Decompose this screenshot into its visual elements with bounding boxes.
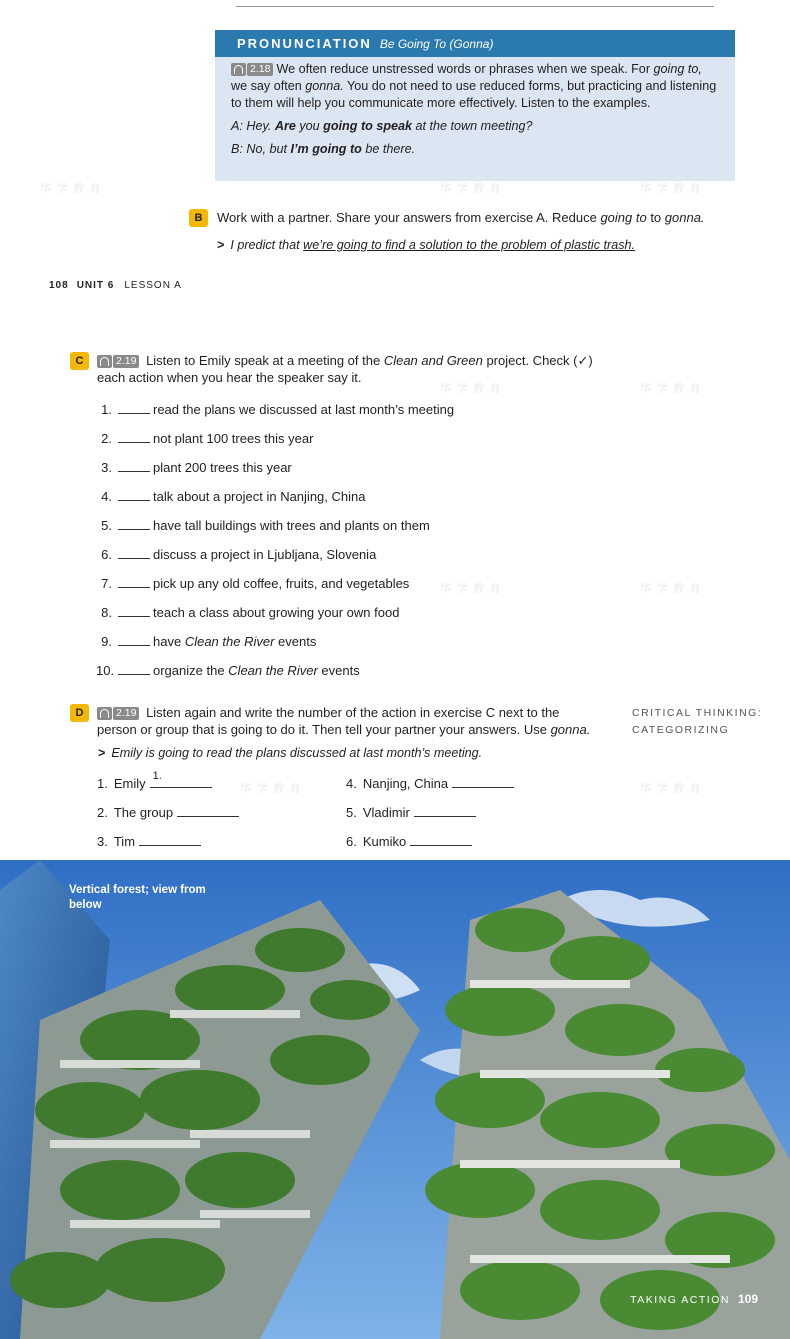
watermark: 华 学 教 育 xyxy=(240,782,302,795)
pronunciation-body xyxy=(215,57,735,158)
person-name: Nanjing, China xyxy=(362,776,449,791)
answer-blank[interactable] xyxy=(414,804,476,817)
watermark: 华 学 教 育 xyxy=(640,182,702,195)
list-item xyxy=(96,663,360,678)
answer-blank[interactable] xyxy=(410,833,472,846)
pronunciation-paragraph xyxy=(231,61,721,112)
answer-item xyxy=(346,775,514,791)
page-footer-right: TAKING ACTION 109 xyxy=(630,1292,758,1306)
pronunciation-title: PRONUNCIATION xyxy=(237,36,372,51)
check-blank[interactable] xyxy=(118,576,150,588)
watermark: 华 学 教 育 xyxy=(440,382,502,395)
person-name: Vladimir xyxy=(362,805,410,820)
item-text: talk about a project in Nanjing, China xyxy=(153,489,366,504)
answer-blank[interactable] xyxy=(150,770,212,788)
check-blank[interactable] xyxy=(118,489,150,501)
photo-illustration xyxy=(0,860,790,1339)
check-blank[interactable] xyxy=(118,547,150,559)
check-blank[interactable] xyxy=(118,460,150,472)
answer-item xyxy=(97,833,201,849)
check-blank[interactable] xyxy=(118,634,150,646)
list-item xyxy=(96,402,454,417)
pronunciation-subtitle: Be Going To (Gonna) xyxy=(379,36,494,51)
watermark: 华 学 教 育 xyxy=(640,782,702,795)
headphones-icon xyxy=(97,355,112,368)
dialogue-line-a: A: Hey. Are you going to speak at the town meeting? xyxy=(231,119,533,133)
list-item xyxy=(96,431,313,446)
dialogue-line-b: B: No, but I’m going to be there. xyxy=(231,142,416,156)
list-item xyxy=(96,547,376,562)
list-item xyxy=(96,634,316,649)
check-blank[interactable] xyxy=(118,402,150,414)
paragraph-italic: going to, xyxy=(653,62,702,76)
item-number: 2. xyxy=(97,805,108,820)
critical-thinking-label: CRITICAL THINKING: CATEGORIZING xyxy=(632,707,763,736)
item-number: 1. xyxy=(97,776,108,791)
person-name: The group xyxy=(113,805,174,820)
list-item xyxy=(96,489,365,504)
paragraph-text: We often reduce unstressed words or phrases when we speak. For xyxy=(276,62,654,76)
pronunciation-box xyxy=(215,30,735,181)
list-item xyxy=(96,605,399,620)
item-text: have tall buildings with trees and plants on them xyxy=(153,518,430,533)
track-number: 2.19 xyxy=(113,355,139,368)
list-item xyxy=(96,518,430,533)
exercise-b-badge: B xyxy=(189,209,208,227)
item-number: 6. xyxy=(346,834,357,849)
item-text: events xyxy=(274,634,317,649)
item-number: 1. xyxy=(101,402,112,417)
item-text: discuss a project in Ljubljana, Slovenia xyxy=(153,547,377,562)
exercise-b-instructions: Work with a partner. Share your answers from exercise A. Reduce going to to gonna. xyxy=(217,210,705,225)
item-text: organize the xyxy=(153,663,229,678)
top-rule xyxy=(236,6,714,7)
exercise-d-model: > Emily is going to read the plans discussed at last month’s meeting. xyxy=(98,746,483,760)
person-name: Tim xyxy=(113,834,136,849)
page-footer-left: 108 UNIT 6 LESSON A xyxy=(49,280,182,291)
watermark: 华 学 教 育 xyxy=(440,582,502,595)
person-name: Kumiko xyxy=(362,834,407,849)
watermark: 华 学 教 育 xyxy=(640,382,702,395)
track-number: 2.19 xyxy=(113,707,139,720)
item-number: 10. xyxy=(96,663,115,678)
exercise-c-instructions: 2.19 Listen to Emily speak at a meeting of the Clean and Green project. Check (✓) each action when you hear the speaker say it. xyxy=(97,353,593,385)
item-text: read the plans we discussed at last month’s meeting xyxy=(153,402,455,417)
answer-blank[interactable] xyxy=(177,804,239,817)
item-italic: Clean the River xyxy=(184,634,275,649)
item-number: 5. xyxy=(101,518,112,533)
answer-item xyxy=(97,770,212,791)
paragraph-text: You do not need to use reduced forms, but practicing and listening to them will help you communicate more effectively. Listen to the examples. xyxy=(231,79,717,110)
answer-blank[interactable] xyxy=(139,833,201,846)
pronunciation-header xyxy=(215,30,735,57)
check-blank[interactable] xyxy=(118,663,150,675)
photo-caption: Vertical forest; view from below xyxy=(69,884,206,911)
item-number: 3. xyxy=(101,460,112,475)
item-number: 2. xyxy=(101,431,112,446)
audio-track-button[interactable] xyxy=(97,355,139,368)
item-number: 7. xyxy=(101,576,112,591)
item-number: 3. xyxy=(97,834,108,849)
paragraph-italic: gonna. xyxy=(305,79,344,93)
item-text: not plant 100 trees this year xyxy=(153,431,314,446)
exercise-b-model: > I predict that we’re going to find a solution to the problem of plastic trash. xyxy=(217,238,635,252)
exercise-c-badge: C xyxy=(70,352,89,370)
audio-track-button[interactable] xyxy=(231,63,273,76)
list-item xyxy=(96,460,292,475)
paragraph-text: we say often xyxy=(231,79,306,93)
answer-item xyxy=(346,833,472,849)
item-number: 8. xyxy=(101,605,112,620)
item-number: 4. xyxy=(346,776,357,791)
item-number: 6. xyxy=(101,547,112,562)
watermark: 华 学 教 育 xyxy=(440,182,502,195)
item-number: 9. xyxy=(101,634,112,649)
watermark: 华 学 教 育 xyxy=(40,182,102,195)
list-item xyxy=(96,576,409,591)
item-text: pick up any old coffee, fruits, and vegetables xyxy=(153,576,410,591)
item-text: plant 200 trees this year xyxy=(153,460,292,475)
answer-item xyxy=(97,804,239,820)
watermark: 华 学 教 育 xyxy=(640,582,702,595)
item-text: teach a class about growing your own food xyxy=(153,605,400,620)
item-number: 4. xyxy=(101,489,112,504)
audio-track-button[interactable] xyxy=(97,707,139,720)
check-blank[interactable] xyxy=(118,431,150,443)
answer-item xyxy=(346,804,476,820)
check-blank[interactable] xyxy=(118,605,150,617)
handwritten-answer: 1. xyxy=(152,770,162,782)
exercise-d-instructions: 2.19 Listen again and write the number of the action in exercise C next to the person or group that is going to do it. Then tell your partner your answers. Use gonna. xyxy=(97,705,591,737)
headphones-icon xyxy=(231,63,246,76)
track-number: 2.18 xyxy=(247,63,273,76)
headphones-icon xyxy=(97,707,112,720)
check-blank[interactable] xyxy=(118,518,150,530)
item-text: have xyxy=(153,634,185,649)
person-name: Emily xyxy=(113,776,146,791)
item-text: events xyxy=(317,663,360,678)
answer-blank[interactable] xyxy=(452,775,514,788)
vertical-forest-photo xyxy=(0,860,790,1339)
item-number: 5. xyxy=(346,805,357,820)
exercise-d-badge: D xyxy=(70,704,89,722)
item-italic: Clean the River xyxy=(228,663,318,678)
